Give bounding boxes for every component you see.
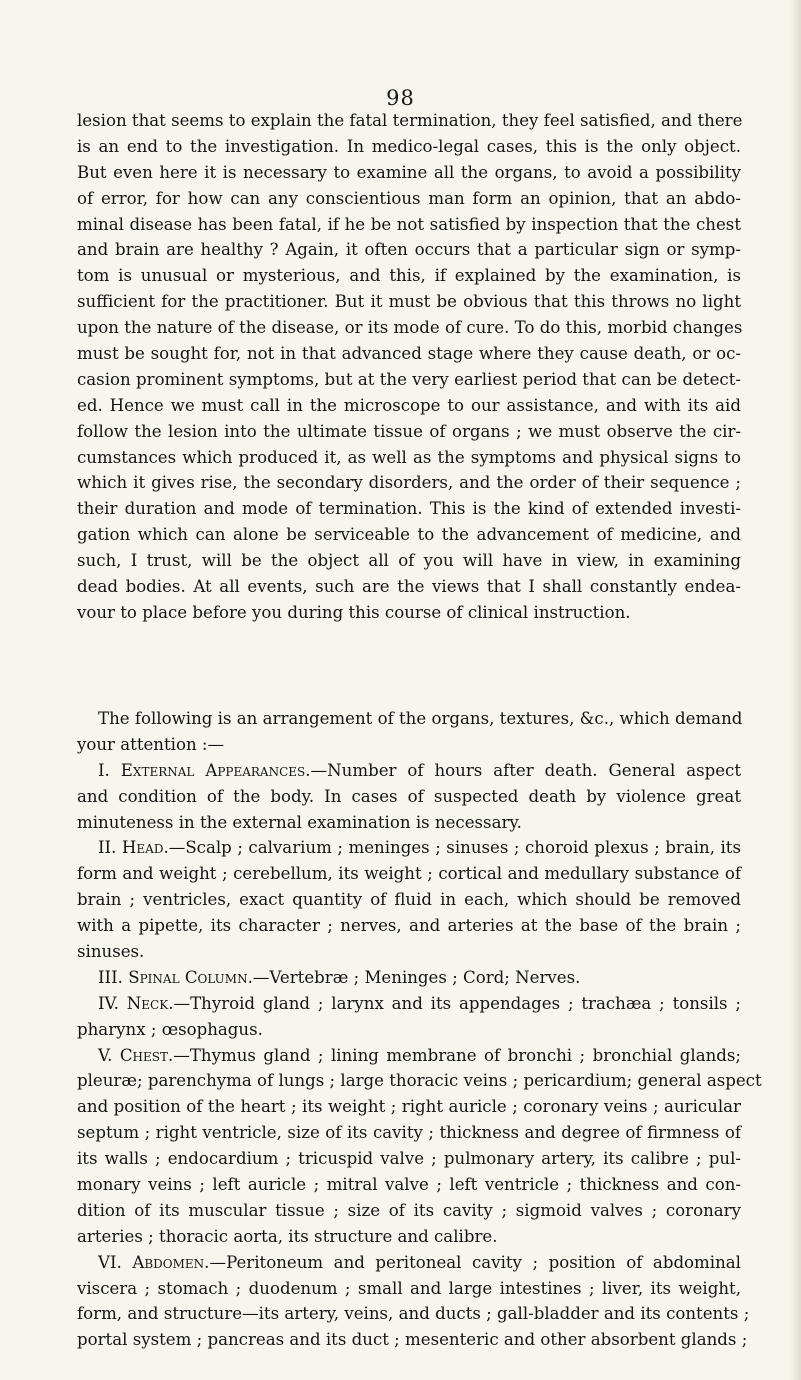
text-line: dition of its muscular tissue ; size of its cavity ; sigmoid valves ; coronary	[77, 1200, 741, 1220]
section-text: —Peritoneum and peritoneal cavity ; position of abdominal	[209, 1252, 741, 1272]
section-heading: Head.	[121, 838, 169, 858]
text-line: sinuses.	[77, 942, 145, 962]
text-line: their duration and mode of termination. This is the kind of extended investi-	[77, 499, 741, 519]
text-line: with a pipette, its character ; nerves, and arteries at the base of the brain ;	[77, 916, 741, 936]
text-line: follow the lesion into the ultimate tissue of organs ; we must observe the cir-	[77, 421, 741, 441]
section-heading: Spinal Column.	[128, 967, 253, 987]
text-line: But even here it is necessary to examine all the organs, to avoid a possibility	[77, 162, 741, 182]
paragraph-intro	[77, 108, 741, 626]
text-line: and brain are healthy ? Again, it often occurs that a particular sign or symp-	[77, 240, 741, 260]
text-line: vour to place before you during this course of clinical instruction.	[77, 602, 631, 622]
text-line: its walls ; endocardium ; tricuspid valve ; pulmonary artery, its calibre ; pul-	[77, 1149, 741, 1169]
text-line: monary veins ; left auricle ; mitral valve ; left ventricle ; thickness and con-	[77, 1175, 741, 1195]
text-line: cumstances which produced it, as well as the symptoms and physical signs to	[77, 447, 741, 467]
text-line: pleuræ; parenchyma of lungs ; large thoracic veins ; pericardium; general aspect	[77, 1071, 762, 1091]
section-heading: Neck.	[126, 993, 174, 1013]
section-numeral: V.	[98, 1045, 113, 1065]
text-line: arteries ; thoracic aorta, its structure and calibre.	[77, 1226, 498, 1246]
text-line: which it gives rise, the secondary disorders, and the order of their sequence ;	[77, 473, 741, 493]
section-spinal-column	[77, 965, 741, 991]
section-numeral: II.	[98, 838, 117, 858]
section-numeral: VI.	[98, 1252, 122, 1272]
section-numeral: III.	[98, 967, 123, 987]
section-heading: Chest.	[119, 1045, 174, 1065]
text-line: sufficient for the practitioner. But it must be obvious that this throws no light	[77, 292, 741, 312]
section-neck	[77, 991, 741, 1017]
text-line: form and weight ; cerebellum, its weight ; cortical and medullary substance of	[77, 864, 741, 884]
section-numeral: I.	[98, 760, 110, 780]
section-numeral: IV.	[98, 993, 119, 1013]
text-line: and position of the heart ; its weight ; right auricle ; coronary veins ; auricular	[77, 1097, 741, 1117]
text-line: such, I trust, will be the object all of you will have in view, in examining	[77, 551, 741, 571]
text-line: lesion that seems to explain the fatal termination, they feel satisfied, and there	[77, 111, 743, 130]
text-line: The following is an arrangement of the organs, textures, &c., which demand	[98, 709, 743, 728]
text-line: dead bodies. At all events, such are the views that I shall constantly endea-	[77, 577, 741, 597]
text-line: your attention :—	[77, 734, 225, 754]
text-line: minal disease has been fatal, if he be not satisfied by inspection that the chest	[77, 214, 741, 234]
text-line: brain ; ventricles, exact quantity of fluid in each, which should be removed	[77, 890, 741, 910]
text-line: pharynx ; œsophagus.	[77, 1019, 263, 1039]
section-abdomen	[77, 1250, 741, 1276]
section-heading: External Appearances.	[120, 760, 311, 780]
section-text: —Vertebræ ; Meninges ; Cord; Nerves.	[252, 967, 581, 987]
section-text: —Thymus gland ; lining membrane of bronchi ; bronchial glands;	[173, 1045, 741, 1065]
text-line: septum ; right ventricle, size of its cavity ; thickness and degree of firmness of	[77, 1123, 741, 1143]
text-line: of error, for how can any conscientious man form an opinion, that an abdo-	[77, 188, 741, 208]
text-line: tom is unusual or mysterious, and this, if explained by the examination, is	[77, 266, 741, 286]
text-line: portal system ; pancreas and its duct ; mesenteric and other absorbent glands ;	[77, 1330, 748, 1350]
section-text: —Number of hours after death. General aspect	[310, 760, 742, 780]
organ-arrangement	[77, 706, 762, 1353]
section-text: —Thyroid gland ; larynx and its appendages ; trachæa ; tonsils ;	[173, 993, 741, 1013]
text-line: gation which can alone be serviceable to the advancement of medicine, and	[77, 525, 741, 545]
section-external-appearances	[77, 758, 741, 784]
text-line: minuteness in the external examination is necessary.	[77, 812, 522, 832]
text-line: form, and structure—its artery, veins, and ducts ; gall-bladder and its contents ;	[77, 1304, 750, 1324]
text-line: casion prominent symptoms, but at the very earliest period that can be detect-	[77, 369, 741, 389]
text-line: is an end to the investigation. In medico-legal cases, this is the only object.	[77, 136, 741, 156]
page-edge-shadow	[789, 0, 801, 1380]
page-number: 98	[386, 86, 415, 110]
section-head	[77, 835, 741, 861]
text-line: ed. Hence we must call in the microscope to our assistance, and with its aid	[77, 395, 741, 415]
section-chest	[77, 1043, 741, 1069]
section-heading: Abdomen.	[132, 1252, 210, 1272]
text-line: viscera ; stomach ; duodenum ; small and large intestines ; liver, its weight,	[77, 1278, 741, 1298]
text-line: and condition of the body. In cases of suspected death by violence great	[77, 786, 741, 806]
text-line: upon the nature of the disease, or its mode of cure. To do this, morbid changes	[77, 318, 743, 338]
text-line: must be sought for, not in that advanced stage where they cause death, or oc-	[77, 344, 741, 364]
section-text: —Scalp ; calvarium ; meninges ; sinuses ; choroid plexus ; brain, its	[168, 838, 741, 858]
